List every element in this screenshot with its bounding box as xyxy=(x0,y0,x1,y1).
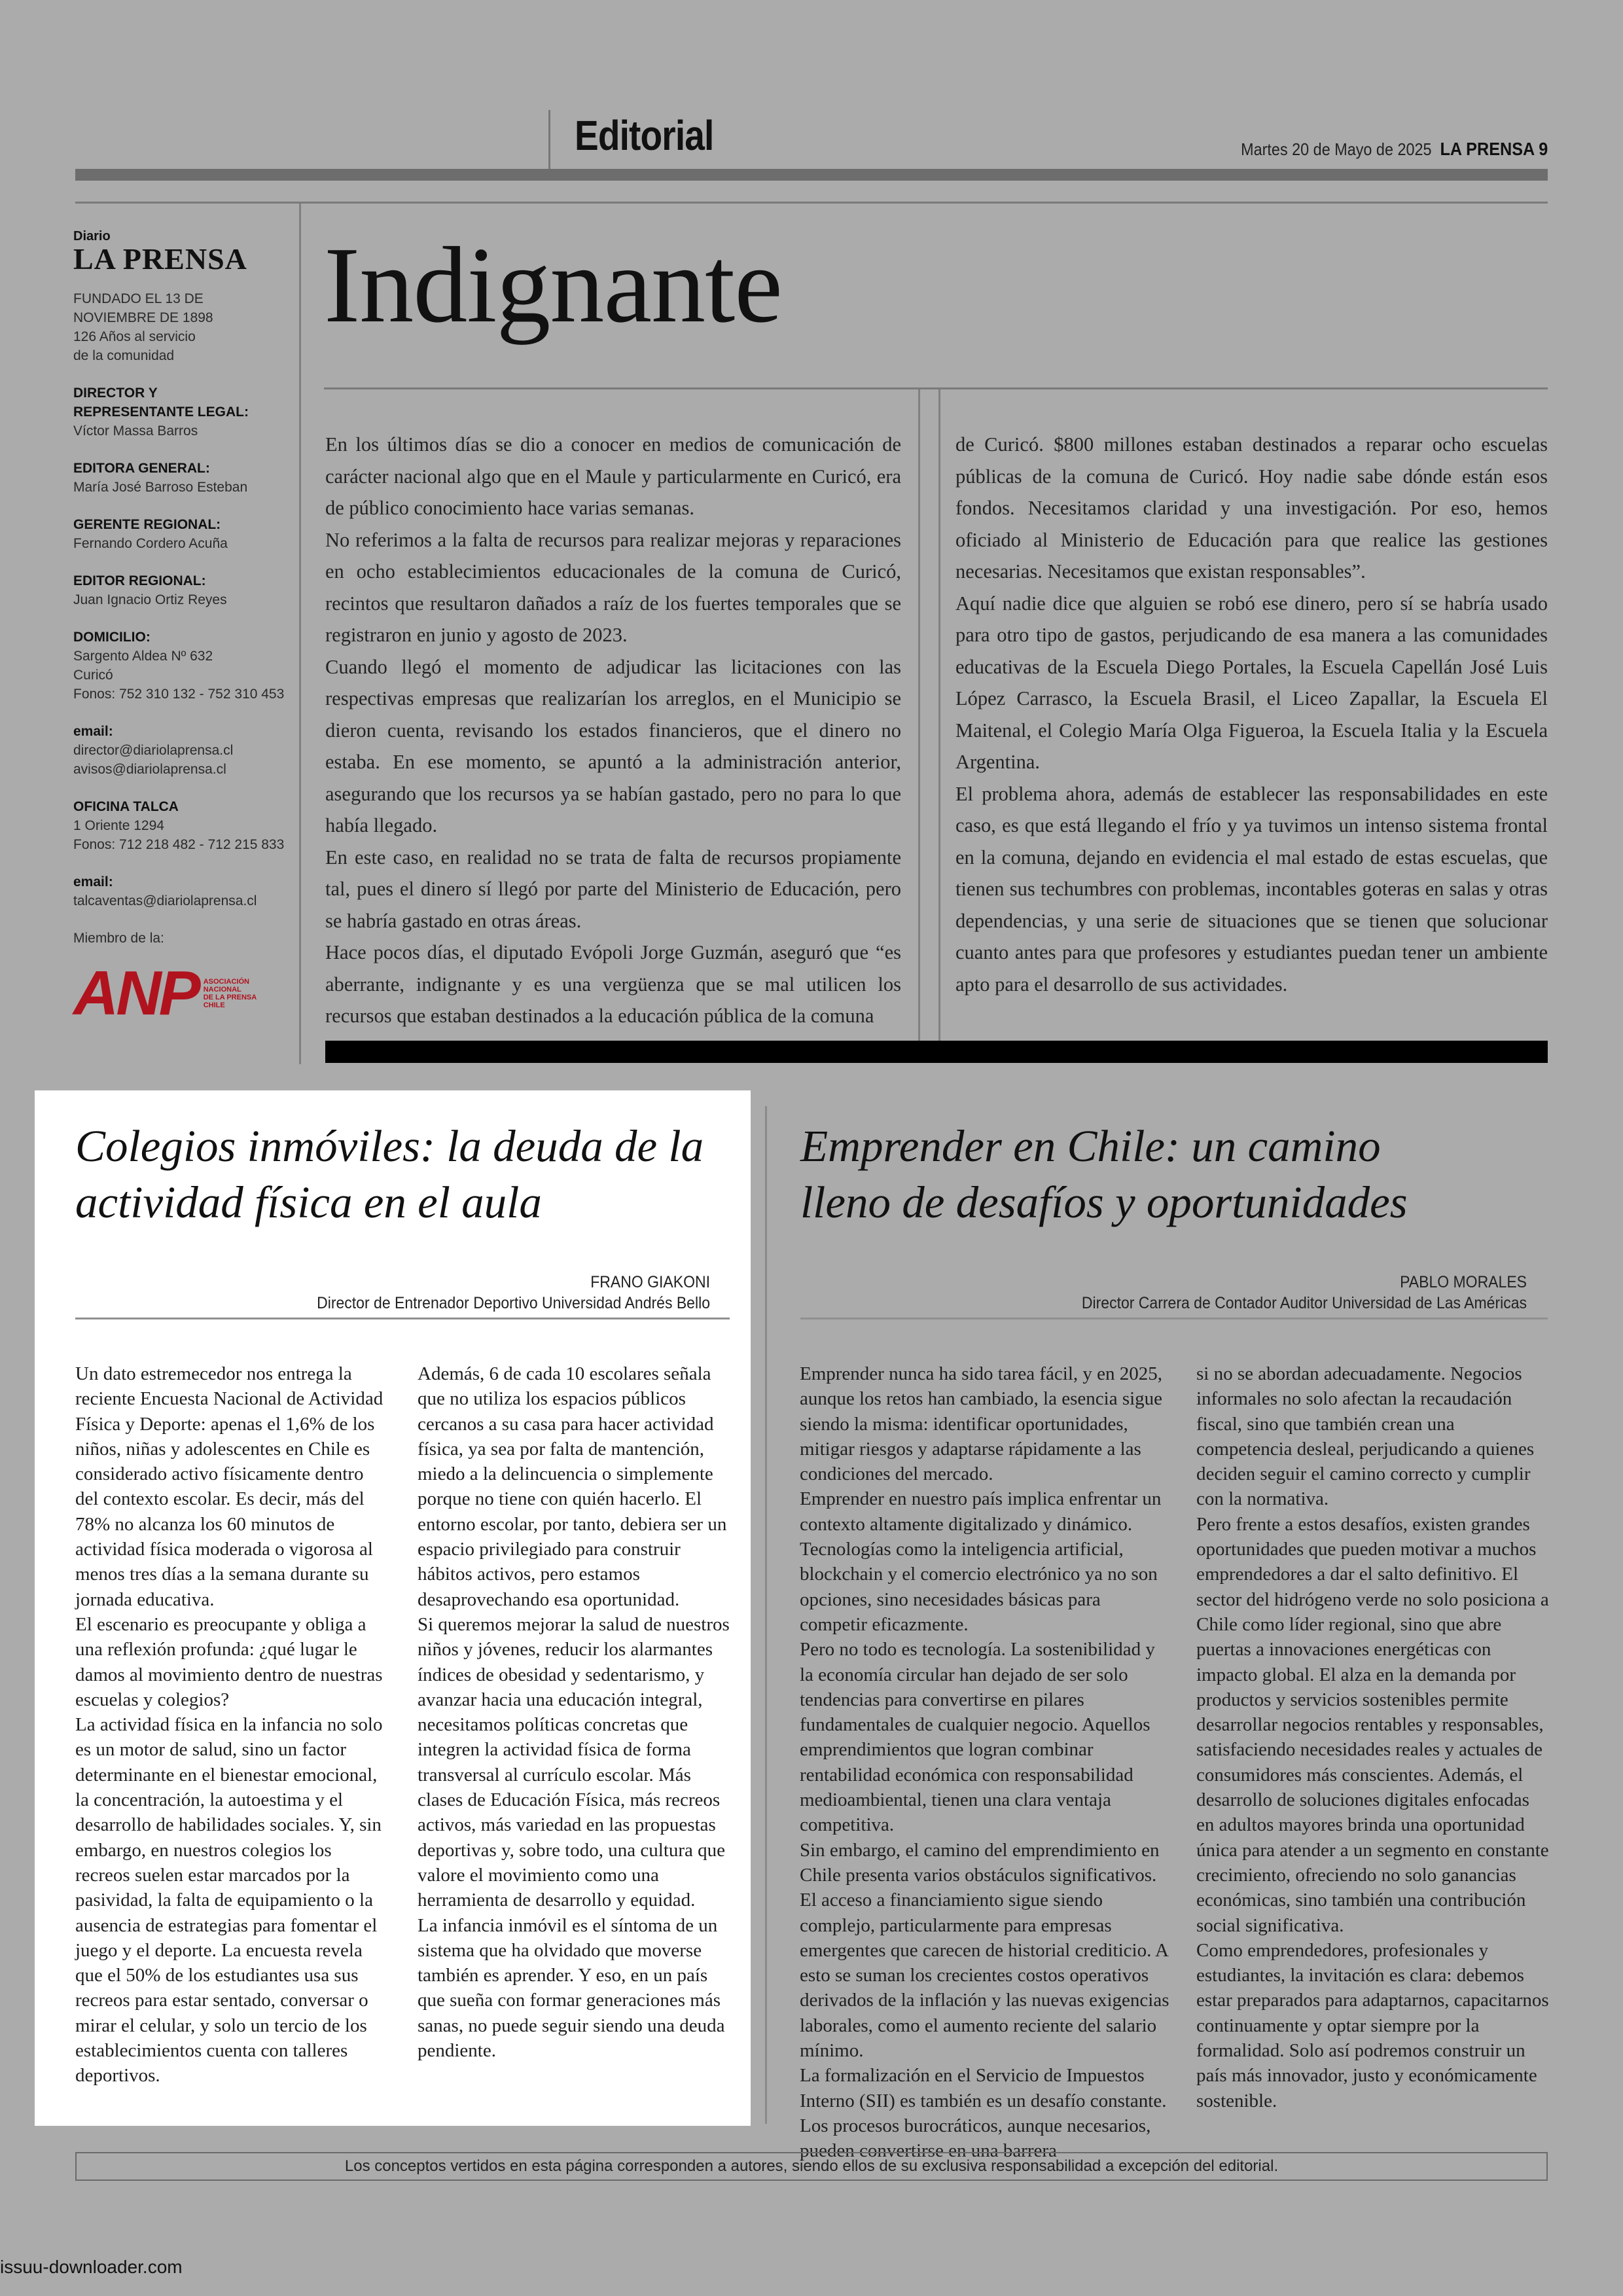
page-number: LA PRENSA 9 xyxy=(1440,139,1548,159)
paragraph: Como emprendedores, profesionales y estudiantes, la invitación es clara: debemos estar preparados para adaptarnos, capacitarnos continuamente y optar siempre por la formalidad. Solo así podremos construir un país más innovador, justo y económicamente sostenible. xyxy=(1196,1939,1549,2111)
paragraph: Pero frente a estos desafíos, existen grandes oportunidades que pueden motivar a muchos emprendedores a dar el salto definitivo. El sector del hidrógeno verde no solo posiciona a Chile como líder regional, sino que abre puertas a innovaciones energéticas con impacto global. El alza en la demanda por productos y servicios sostenibles permite desarrollar negocios rentables y responsables, satisfaciendo necesidades reales y actuales de consumidores más conscientes. Además, el desarrollo de soluciones digitales enfocadas en adultos mayores brinda una oportunidad única para atender a un segmento en constante crecimiento, ofreciendo no solo ganancias económicas, sino también una contribución social significativa. xyxy=(1196,1513,1549,1936)
header-rule xyxy=(75,202,1548,204)
anp-logo-letters: ANP xyxy=(73,958,198,1028)
article-2-column-1 xyxy=(800,1361,1171,2164)
disclaimer-box: Los conceptos vertidos en esta página corresponden a autores, siendo ellos de su exclusiva responsabilidad a excepción del editorial. xyxy=(75,2152,1548,2181)
masthead-block-label: DIRECTOR Y REPRESENTANTE LEGAL: xyxy=(73,386,249,420)
paragraph: El problema ahora, además de establecer las responsabilidades en este caso, es que está llegando el frío y ya tuvimos un intenso sistema frontal en la comuna, dejando en evidencia el mal estado de estas escuelas, que tienen sus techumbres con problemas, incontables goteras en salas y otras dependencias, y una serie de situaciones que se tienen que solucionar cuanto antes para que profesores y estudiantes puedan tener un ambiente apto para el desarrollo de sus actividades. xyxy=(955,782,1548,996)
paragraph: Cuando llegó el momento de adjudicar las licitaciones con las respectivas empresas que realizarían los arreglos, en el Municipio se dieron cuenta, revisando los estados financieros, que el dinero no estaba. En ese momento, se apuntó a la administración anterior, asegurando que los recursos ya se habían gastado, pero no para lo que había llegado. xyxy=(325,655,901,836)
masthead-block xyxy=(73,722,289,779)
issue-info xyxy=(1241,139,1548,160)
article-1-author: FRANO GIAKONI xyxy=(590,1273,710,1291)
masthead-block-value: director@diariolaprensa.cl avisos@diariolaprensa.cl xyxy=(73,743,234,777)
editorial-title: Indignante xyxy=(324,224,782,345)
paragraph: Sin embargo, el camino del emprendimiento en Chile presenta varios obstáculos significativos. xyxy=(800,1839,1160,1886)
paragraph: si no se abordan adecuadamente. Negocios informales no solo afectan la recaudación fiscal, sino que también crean una competencia desleal, perjudicando a quienes deciden seguir el camino correcto y cumplir con la normativa. xyxy=(1196,1363,1535,1510)
masthead-block xyxy=(73,384,289,440)
masthead-block xyxy=(73,459,289,497)
masthead-block-label: email: xyxy=(73,724,113,739)
article-2-title: Emprender en Chile: un camino lleno de desafíos y oportunidades xyxy=(800,1121,1408,1227)
masthead-diario: Diario xyxy=(73,229,111,243)
article-2-author: PABLO MORALES xyxy=(1400,1273,1527,1291)
section-title: Editorial xyxy=(575,112,714,159)
article-2-byline xyxy=(859,1272,1527,1314)
masthead-founded: FUNDADO EL 13 DE NOVIEMBRE DE 1898 126 Años al servicio de la comunidad xyxy=(73,291,213,363)
paragraph: No referimos a la falta de recursos para realizar mejoras y reparaciones en ocho establecimientos educacionales de la comuna de Curicó, recintos que resultaron dañados a raíz de los fuertes temporales que se registraron en junio y agosto de 2023. xyxy=(325,528,901,646)
article-1-column-1 xyxy=(75,1361,389,2089)
header-separator xyxy=(548,110,550,169)
masthead-block-label: DOMICILIO: xyxy=(73,630,151,645)
masthead-block-value: Víctor Massa Barros xyxy=(73,423,198,439)
paragraph: de Curicó. $800 millones estaban destinados a reparar ocho escuelas públicas de la comuna de Curicó. Hoy nadie sabe dónde están esos fondos. Necesitamos claridad y una investigación. Por eso, hemos oficiado al Ministerio de Educación para que realice las gestiones necesarias. Necesitamos que existan responsables”. xyxy=(955,433,1548,583)
masthead-sidebar xyxy=(73,229,289,1028)
editorial-column-divider xyxy=(938,389,940,1041)
paragraph: La actividad física en la infancia no solo es un motor de salud, sino un factor determinante en el bienestar emocional, la concentración, la autoestima y el desarrollo de habilidades sociales. Y, sin embargo, en nuestros colegios los recreos suelen estar marcados por la pasividad, la falta de equipamiento o la ausencia de estrategias para fomentar el juego y el deporte. La encuesta revela que el 50% de los estudiantes usa sus recreos para estar sentado, conversar o mirar el celular, y solo un tercio de los establecimientos cuenta con talleres deportivos. xyxy=(75,1714,383,2087)
masthead-block-label: EDITOR REGIONAL: xyxy=(73,573,206,588)
paragraph: El escenario es preocupante y obliga a una reflexión profunda: ¿qué lugar le damos al movimiento dentro de nuestras escuelas y colegios? xyxy=(75,1613,383,1710)
editorial-column-divider xyxy=(918,389,920,1041)
masthead-block xyxy=(73,872,289,910)
masthead-block xyxy=(73,515,289,553)
paragraph: El acceso a financiamiento sigue siendo complejo, particularmente para empresas emergentes que carecen de historial crediticio. A esto se suman los crecientes costos operativos derivados de la inflación y las nuevas exigencias laborales, como el aumento reciente del salario mínimo. xyxy=(800,1890,1169,2062)
masthead-block-label: GERENTE REGIONAL: xyxy=(73,517,221,532)
masthead-block-value: talcaventas@diariolaprensa.cl xyxy=(73,893,257,908)
masthead-name: LA PRENSA xyxy=(73,242,247,276)
paragraph: En este caso, en realidad no se trata de falta de recursos propiamente tal, pues el dinero sí llegó por parte del Ministerio de Educación, pero se habría gastado en otras áreas. xyxy=(325,846,901,932)
paragraph: Emprender en nuestro país implica enfrentar un contexto altamente digitalizado y dinámico. Tecnologías como la inteligencia artificial, blockchain y el comercio electrónico ya no son opciones, sino necesidades básicas para competir eficazmente. xyxy=(800,1488,1162,1635)
paragraph: Hace pocos días, el diputado Evópoli Jorge Guzmán, aseguró que “es aberrante, indignante y es una vergüenza que se mal utilicen los recursos que estaban destinados a la educación pública de la comuna xyxy=(325,941,901,1027)
articles-divider xyxy=(765,1106,767,2124)
editorial-rule xyxy=(324,387,1548,389)
article-2-column-2 xyxy=(1196,1361,1550,2113)
masthead-block-value: Juan Ignacio Ortiz Reyes xyxy=(73,592,227,607)
header-bar xyxy=(75,169,1548,181)
masthead-block-label: OFICINA TALCA xyxy=(73,799,179,814)
paragraph: En los últimos días se dio a conocer en medios de comunicación de carácter nacional algo que en el Maule y particularmente en Curicó, era de público conocimiento hace varias semanas. xyxy=(325,433,901,519)
paragraph: Si queremos mejorar la salud de nuestros niños y jóvenes, reducir los alarmantes índices de obesidad y sedentarismo, y avanzar hacia una educación integral, necesitamos políticas concretas que integren la actividad física de forma transversal al currículo escolar. Más clases de Educación Física, más recreos activos, más variedad en las propuestas deportivas y, sobre todo, una cultura que valore el movimiento como una herramienta de desarrollo y equidad. xyxy=(418,1613,730,1911)
paragraph: Emprender nunca ha sido tarea fácil, y en 2025, aunque los retos han cambiado, la esencia sigue siendo la misma: identificar oportunidades, mitigar riesgos y adaptarse rápidamente a las condiciones del mercado. xyxy=(800,1363,1163,1485)
editorial-column-2 xyxy=(955,429,1548,1000)
anp-logo-text: ASOCIACIÓN NACIONAL DE LA PRENSA CHILE xyxy=(203,978,257,1009)
masthead-block-value: Fernando Cordero Acuña xyxy=(73,536,228,551)
article-1-role: Director de Entrenador Deportivo Universidad Andrés Bello xyxy=(317,1294,710,1312)
editorial-column-1 xyxy=(325,429,901,1032)
masthead-block-value: María José Barroso Esteban xyxy=(73,480,248,495)
masthead-block-label: EDITORA GENERAL: xyxy=(73,461,210,476)
masthead-block-value: 1 Oriente 1294 Fonos: 712 218 482 - 712 215 833 xyxy=(73,818,285,852)
issue-date: Martes 20 de Mayo de 2025 xyxy=(1240,139,1432,159)
masthead-block xyxy=(73,571,289,609)
masthead-staff-list xyxy=(73,384,289,910)
paragraph: Pero no todo es tecnología. La sostenibilidad y la economía circular han dejado de ser solo tendencias para convertirse en pilares fundamentales de cualquier negocio. Aquellos emprendimientos que logran combinar rentabilidad económica con responsabilidad medioambiental, tienen una clara ventaja competitiva. xyxy=(800,1639,1155,1836)
paragraph: Un dato estremecedor nos entrega la reciente Encuesta Nacional de Actividad Física y Deporte: apenas el 1,6% de los niños, niñas y adolescentes en Chile es considerado activo físicamente dentro del contexto escolar. Es decir, más del 78% no alcanza los 60 minutos de actividad física moderada o vigorosa al menos tres días a la semana durante su jornada educativa. xyxy=(75,1363,383,1610)
article-1-byline xyxy=(126,1272,710,1314)
paragraph: Aquí nadie dice que alguien se robó ese dinero, pero sí se habría usado para otro tipo de gastos, perjudicando de esa manera a las comunidades educativas de la Escuela Diego Portales, la Escuela Capellán José Luis López Carrasco, la Escuela Brasil, el Liceo Zapallar, la Escuela El Maitenal, el Colegio María Olga Figueroa, la Escuela Italia y la Escuela Argentina. xyxy=(955,592,1548,773)
paragraph: La formalización en el Servicio de Impuestos Interno (SII) es también es un desafío constante. Los procesos burocráticos, aunque necesarios, pueden convertirse en una barrera xyxy=(800,2065,1167,2162)
anp-logo xyxy=(73,958,289,1028)
masthead-block xyxy=(73,628,289,704)
paragraph: Además, 6 de cada 10 escolares señala que no utiliza los espacios públicos cercanos a su casa para hacer actividad física, ya sea por falta de mantención, miedo a la delincuencia o simplemente porque no tiene con quién hacerlo. El entorno escolar, por tanto, debiera ser un espacio privilegiado para construir hábitos activos, pero estamos desaprovechando esa oportunidad. xyxy=(418,1363,727,1610)
article-2-role: Director Carrera de Contador Auditor Universidad de Las Américas xyxy=(1081,1294,1527,1312)
article-2-rule xyxy=(800,1318,1548,1319)
sidebar-divider xyxy=(299,204,301,1064)
member-of-label: Miembro de la: xyxy=(73,931,164,946)
article-1-column-2 xyxy=(418,1361,732,2063)
masthead-block-value: Sargento Aldea Nº 632 Curicó Fonos: 752 310 132 - 752 310 453 xyxy=(73,649,285,702)
masthead-block-label: email: xyxy=(73,874,113,889)
article-1-rule xyxy=(75,1318,730,1319)
masthead-block xyxy=(73,797,289,854)
paragraph: La infancia inmóvil es el síntoma de un sistema que ha olvidado que moverse también es aprender. Y eso, en un país que sueña con formar generaciones más sanas, no puede seguir siendo una deuda pendiente. xyxy=(418,1914,725,2062)
editorial-bottom-bar xyxy=(325,1041,1548,1063)
watermark-link[interactable]: issuu-downloader.com xyxy=(0,2257,183,2277)
article-1-title: Colegios inmóviles: la deuda de la actividad física en el aula xyxy=(75,1121,704,1227)
